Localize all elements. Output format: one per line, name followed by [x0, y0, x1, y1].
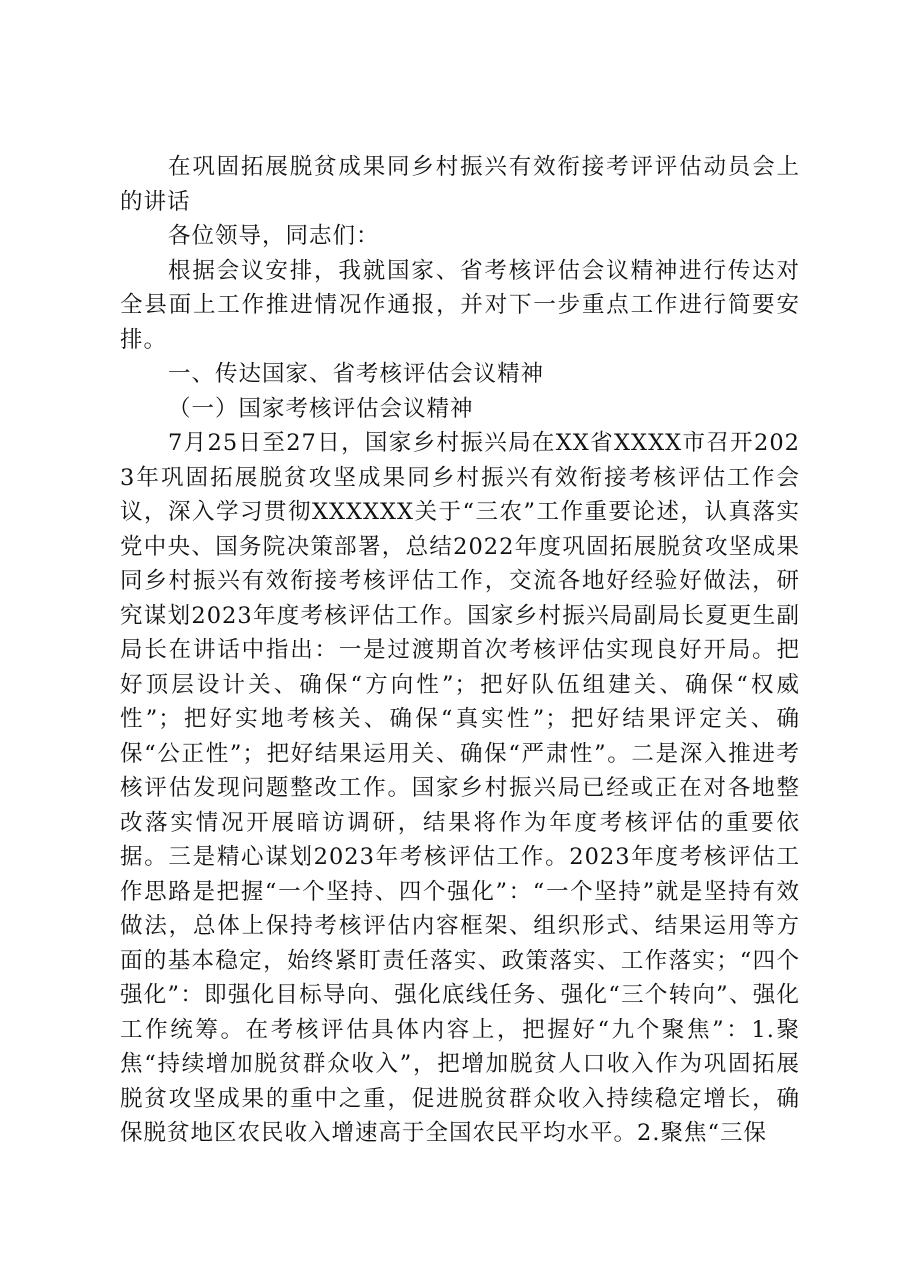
intro-paragraph: 根据会议安排，我就国家、省考核评估会议精神进行传达对全县面上工作推进情况作通报，并对下一步重点工作进行简要安排。: [120, 257, 800, 353]
salutation: 各位领导，同志们：: [168, 223, 380, 249]
body-paragraph: 7月25日至27日，国家乡村振兴局在XX省XXXX市召开2023年巩固拓展脱贫攻坚成果同乡村振兴有效衔接考核评估工作会议，深入学习贯彻XXXXXX关于“三农”工作重要论述，认真落实党中央、国务院决策部署，总结2022年度巩固拓展脱贫攻坚成果同乡村振兴有效衔接考核评估工作，交流各地好经验好做法，研究谋划2023年度考核评估工作。国家乡村振兴局副局长夏更生副局长在讲话中指出：一是过渡期首次考核评估实现良好开局。把好顶层设计关、确保“方向性”；把好队伍组建关、确保“权威性”；把好实地考核关、确保“真实性”；把好结果评定关、确保“公正性”；把好结果运用关、确保“严肃性”。二是深入推进考核评估发现问题整改工作。国家乡村振兴局已经或正在对各地整改落实情况开展暗访调研，结果将作为年度考核评估的重要依据。三是精心谋划2023年考核评估工作。2023年度考核评估工作思路是把握“一个坚持、四个强化”：“一个坚持”就是坚持有效做法，总体上保持考核评估内容框架、组织形式、结果运用等方面的基本稳定，始终紧盯责任落实、政策落实、工作落实；“四个强化”：即强化目标导向、强化底线任务、强化“三个转向”、强化工作统筹。在考核评估具体内容上，把握好“九个聚焦”：1.聚焦“持续增加脱贫群众收入”，把增加脱贫人口收入作为巩固拓展脱贫攻坚成果的重中之重，促进脱贫群众收入持续稳定增长，确保脱贫地区农民收入增速高于全国农民平均水平。2.聚焦“三保: [120, 430, 800, 1146]
document-page: [120, 150, 800, 1151]
document-title: 在巩固拓展脱贫成果同乡村振兴有效衔接考评评估动员会上的讲话: [120, 154, 800, 215]
subsection-heading: （一）国家考核评估会议精神: [168, 395, 474, 422]
section-heading: 一、传达国家、省考核评估会议精神: [168, 361, 545, 387]
